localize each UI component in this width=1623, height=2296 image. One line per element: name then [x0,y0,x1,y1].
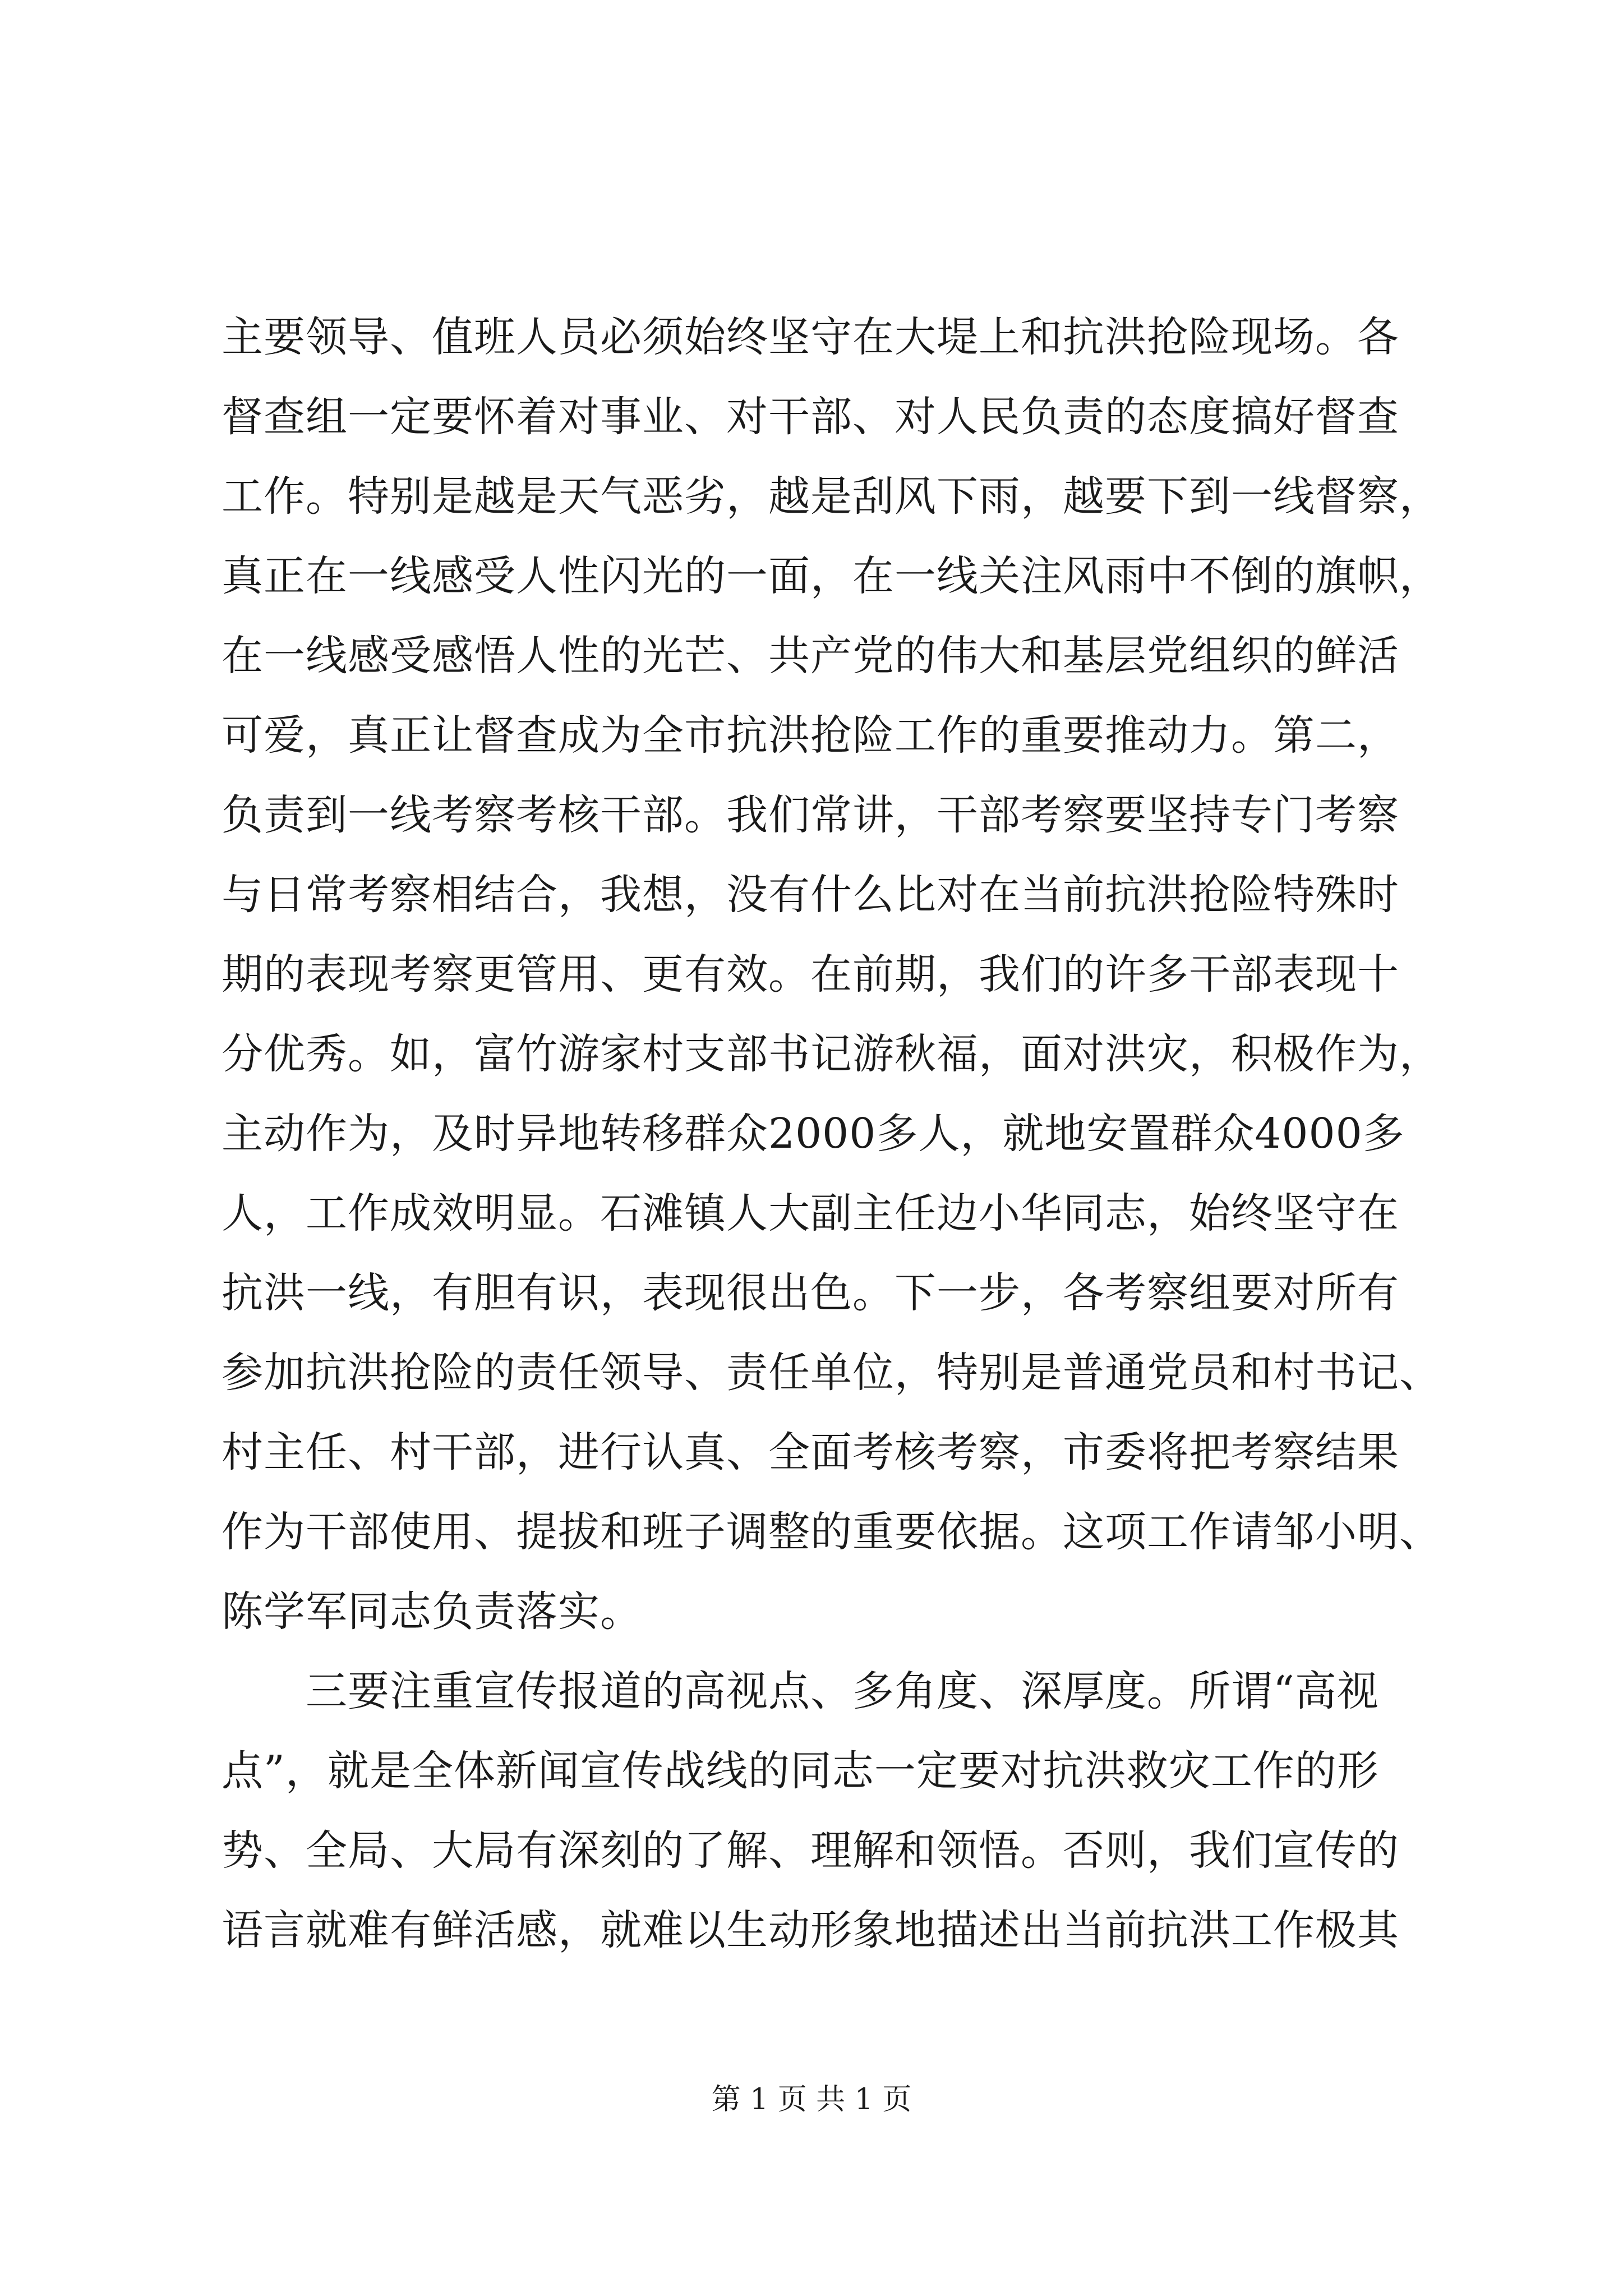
text-line: 作为干部使用、提拔和班子调整的重要依据。这项工作请邹小明、 [222,1508,1441,1556]
text-line: 势、全局、大局有深刻的了解、理解和领悟。否则，我们宣传的 [222,1826,1399,1875]
document-body [222,297,1441,1970]
text-line: 抗洪一线，有胆有识，表现很出色。下一步，各考察组要对所有 [222,1269,1399,1317]
text-line: 村主任、村干部，进行认真、全面考核考察，市委将把考察结果 [222,1428,1399,1476]
text-line: 点”，就是全体新闻宣传战线的同志一定要对抗洪救灾工作的形 [222,1747,1379,1795]
page-footer [0,2076,1623,2118]
page-number-label: 第 1 页 共 1 页 [711,2083,912,2116]
text-line: 与日常考察相结合，我想，没有什么比对在当前抗洪抢险特殊时 [222,871,1399,919]
text-line: 督查组一定要怀着对事业、对干部、对人民负责的态度搞好督查 [222,393,1399,441]
text-line: 可爱，真正让督查成为全市抗洪抢险工作的重要推动力。第二， [222,711,1399,760]
paragraph-start-line: 三要注重宣传报道的高视点、多角度、深厚度。所谓“高视 [306,1667,1379,1715]
text-line: 语言就难有鲜活感，就难以生动形象地描述出当前抗洪工作极其 [222,1906,1399,1954]
text-line: 负责到一线考察考核干部。我们常讲，干部考察要坚持专门考察 [222,791,1399,839]
text-line: 在一线感受感悟人性的光芒、共产党的伟大和基层党组织的鲜活 [222,632,1399,680]
text-line: 主要领导、值班人员必须始终坚守在大堤上和抗洪抢险现场。各 [222,313,1399,361]
text-line: 分优秀。如，富竹游家村支部书记游秋福，面对洪灾，积极作为， [222,1030,1441,1078]
text-line: 期的表现考察更管用、更有效。在前期，我们的许多干部表现十 [222,950,1399,999]
text-line: 参加抗洪抢险的责任领导、责任单位，特别是普通党员和村书记、 [222,1349,1441,1397]
text-line: 陈学军同志负责落实。 [222,1588,642,1636]
text-line: 真正在一线感受人性闪光的一面，在一线关注风雨中不倒的旗帜， [222,552,1441,600]
text-line: 人，工作成效明显。石滩镇人大副主任边小华同志，始终坚守在 [222,1189,1399,1237]
text-line: 工作。特别是越是天气恶劣，越是刮风下雨，越要下到一线督察， [222,472,1441,521]
text-line: 主动作为，及时异地转移群众2000多人，就地安置群众4000多 [222,1110,1405,1158]
